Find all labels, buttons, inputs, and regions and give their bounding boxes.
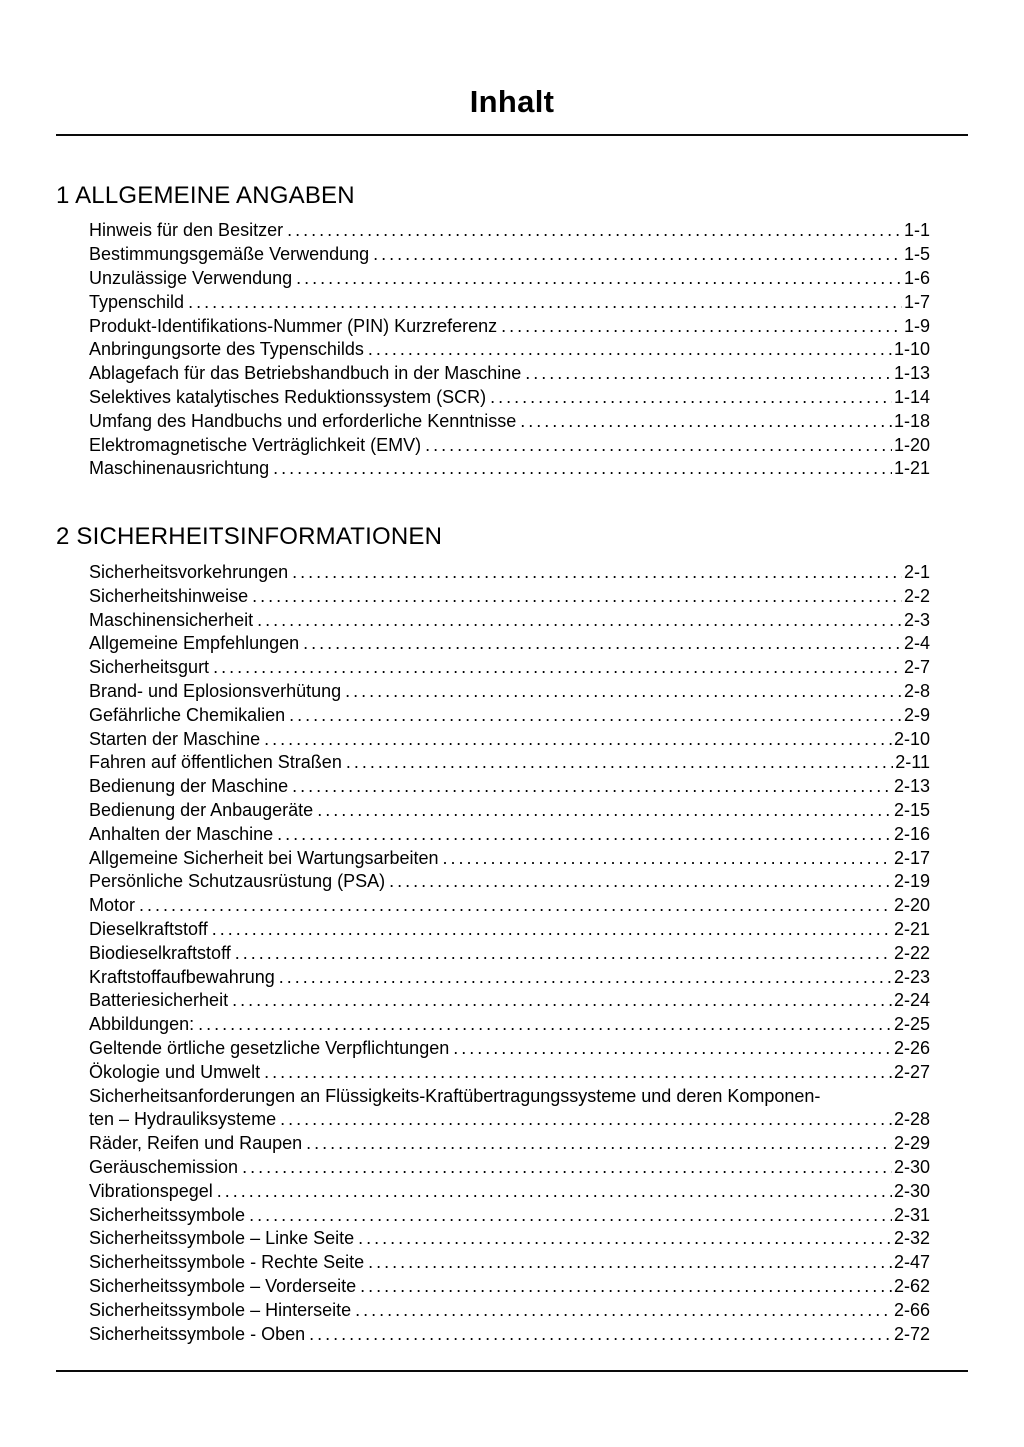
toc-entry [89,823,930,847]
toc-entry [89,799,930,823]
dot-leader [355,1299,892,1323]
toc-entry [89,1275,930,1299]
entry-page-number: 2-30 [893,1180,930,1201]
entry-title: Maschinensicherheit [89,609,254,630]
entry-page-number: 1-20 [893,434,930,455]
toc-entry [89,847,930,871]
entry-title: Sicherheitsgurt [89,657,210,678]
entry-page-number: 1-14 [893,387,930,408]
dot-leader [520,410,892,434]
entry-title: Motor [89,895,136,916]
toc-entry [89,585,930,609]
entry-title: Ablagefach für das Betriebshandbuch in der Maschine [89,363,522,384]
dot-leader [296,267,902,291]
dot-leader [368,1251,892,1275]
entry-title: Sicherheitssymbole - Oben [89,1323,306,1344]
dot-leader [292,775,892,799]
dot-leader [264,1061,892,1085]
dot-leader [345,680,902,704]
dot-leader [317,799,892,823]
toc-section [56,523,968,1346]
entry-title: Produkt-Identifikations-Nummer (PIN) Kurzreferenz [89,315,498,336]
toc-entry [89,632,930,656]
entry-page-number: 2-20 [893,895,930,916]
dot-leader [360,1275,892,1299]
entry-title: Geräuschemission [89,1156,239,1177]
entry-page-number: 1-5 [903,244,930,265]
toc-entry [89,1061,930,1085]
entry-title: Elektromagnetische Verträglichkeit (EMV) [89,434,422,455]
dot-leader [490,386,892,410]
dot-leader [373,243,902,267]
toc-entry [89,1180,930,1204]
dot-leader [453,1037,892,1061]
toc-entry [89,362,930,386]
page-title: Inhalt [469,84,555,119]
entry-title: Sicherheitsanforderungen an Flüssigkeits-Kraftübertragungssysteme und deren Komponen- [89,1085,821,1106]
entry-page-number: 1-1 [903,220,930,241]
dot-leader [232,989,892,1013]
entry-page-number: 2-9 [903,704,930,725]
toc-entry [89,267,930,291]
entry-title: Umfang des Handbuchs und erforderliche Kenntnisse [89,410,517,431]
entry-page-number: 2-10 [893,728,930,749]
entry-page-number: 1-7 [903,291,930,312]
toc-entry [89,1013,930,1037]
dot-leader [242,1156,892,1180]
toc-entry [89,410,930,434]
toc-entry [89,1227,930,1251]
dot-leader [289,704,902,728]
dot-leader [443,847,892,871]
entry-page-number: 2-27 [893,1061,930,1082]
dot-leader [235,942,892,966]
entry-page-number: 2-17 [893,847,930,868]
entry-page-number: 2-62 [893,1275,930,1296]
entry-title: Anhalten der Maschine [89,823,274,844]
dot-leader [188,291,902,315]
entry-page-number: 2-2 [903,585,930,606]
entry-page-number: 2-21 [893,918,930,939]
toc-entry [89,609,930,633]
dot-leader [252,585,902,609]
dot-leader [525,362,892,386]
toc-entry [89,434,930,458]
toc-entry [89,751,930,775]
entry-title: Sicherheitshinweise [89,585,249,606]
entry-title: Geltende örtliche gesetzliche Verpflichtungen [89,1037,450,1058]
dot-leader [358,1227,892,1251]
title-divider-rule [56,134,968,136]
toc-entry [89,966,930,990]
entry-page-number: 2-26 [893,1037,930,1058]
section-heading: 2 SICHERHEITSINFORMATIONEN [56,523,443,551]
entry-title: Dieselkraftstoff [89,918,208,939]
entry-title: Anbringungsorte des Typenschilds [89,339,364,360]
entry-title: Bedienung der Anbaugeräte [89,799,314,820]
footer-divider-rule [56,1370,968,1372]
entry-page-number: 2-8 [903,680,930,701]
entry-page-number: 1-18 [893,410,930,431]
entry-title: Maschinenausrichtung [89,458,270,479]
entry-page-number: 2-23 [893,966,930,987]
toc-entry [89,942,930,966]
dot-leader [277,823,892,847]
toc-entry [89,315,930,339]
entry-page-number: 1-13 [893,363,930,384]
entry-title: Bestimmungsgemäße Verwendung [89,244,370,265]
dot-leader [501,315,902,339]
dot-leader [249,1204,892,1228]
toc-entry [89,728,930,752]
toc-entry [89,243,930,267]
entry-page-number: 2-72 [893,1323,930,1344]
toc-entry [89,386,930,410]
toc-entry [89,918,930,942]
toc-entry [89,1156,930,1180]
entry-page-number: 1-10 [893,339,930,360]
entry-title: Biodieselkraftstoff [89,942,231,963]
dot-leader [217,1180,892,1204]
toc-entry [89,1204,930,1228]
entry-title: Bedienung der Maschine [89,776,289,797]
entry-title: ten – Hydrauliksysteme [89,1109,277,1130]
entry-page-number: 2-3 [903,609,930,630]
dot-leader [264,728,892,752]
entry-page-number: 2-24 [893,990,930,1011]
section-entries [56,561,968,1346]
toc-entry [89,457,930,481]
toc-entry-wrap-line [89,1085,930,1109]
dot-leader [425,434,892,458]
toc-entry [89,680,930,704]
entry-title: Sicherheitssymbole - Rechte Seite [89,1252,365,1273]
toc-entry [89,656,930,680]
toc-entry [89,1323,930,1347]
entry-title: Sicherheitsvorkehrungen [89,562,289,582]
toc-entry [89,989,930,1013]
toc-entry [89,775,930,799]
entry-title: Sicherheitssymbole – Linke Seite [89,1228,355,1249]
entry-page-number: 2-11 [895,752,930,773]
toc [56,182,968,1347]
entry-page-number: 2-66 [893,1299,930,1320]
entry-page-number: 2-47 [893,1252,930,1273]
toc-entry [89,1132,930,1156]
dot-leader [287,219,902,243]
dot-leader [303,632,902,656]
entry-page-number: 2-28 [893,1109,930,1130]
entry-title: Abbildungen: [89,1014,195,1035]
dot-leader [213,656,902,680]
entry-title: Hinweis für den Besitzer [89,220,284,241]
entry-title: Räder, Reifen und Raupen [89,1133,303,1154]
toc-entry [89,870,930,894]
entry-title: Unzulässige Verwendung [89,268,293,289]
entry-page-number: 2-31 [893,1204,930,1225]
toc-entry [89,1251,930,1275]
entry-title: Typenschild [89,291,185,312]
entry-title: Ökologie und Umwelt [89,1061,261,1082]
toc-entry [89,291,930,315]
toc-entry [89,894,930,918]
dot-leader [139,894,892,918]
entry-title: Sicherheitssymbole – Vorderseite [89,1275,357,1296]
dot-leader [257,609,902,633]
dot-leader [198,1013,892,1037]
entry-title: Fahren auf öffentlichen Straßen [89,752,342,773]
dot-leader [389,870,892,894]
entry-page-number: 2-7 [903,657,930,678]
entry-title: Allgemeine Sicherheit bei Wartungsarbeiten [89,847,439,868]
toc-entry [89,219,930,243]
entry-page-number: 2-15 [893,799,930,820]
entry-page-number: 2-4 [903,633,930,654]
toc-entry [89,338,930,362]
entry-title: Kraftstoffaufbewahrung [89,966,275,987]
entry-page-number: 1-9 [903,315,930,336]
entry-title: Allgemeine Empfehlungen [89,633,300,654]
dot-leader [279,966,892,990]
toc-section [56,182,968,482]
entry-page-number: 2-25 [893,1014,930,1035]
toc-entry [89,704,930,728]
entry-title: Selektives katalytisches Reduktionssystem (SCR) [89,387,487,408]
entry-title: Brand- und Eplosionsverhütung [89,680,342,701]
toc-page [56,0,968,1372]
dot-leader [309,1323,892,1347]
dot-leader [306,1132,892,1156]
entry-page-number: 2-16 [893,823,930,844]
entry-title: Starten der Maschine [89,728,261,749]
entry-page-number: 2-22 [893,942,930,963]
toc-entry [89,1299,930,1323]
dot-leader [280,1108,892,1132]
entry-page-number: 2-13 [893,776,930,797]
entry-page-number: 2-29 [893,1133,930,1154]
entry-title: Batteriesicherheit [89,990,229,1011]
entry-page-number: 2-32 [893,1228,930,1249]
entry-title: Sicherheitssymbole [89,1204,246,1225]
dot-leader [273,457,892,481]
entry-page-number: 2-19 [893,871,930,892]
entry-title: Persönliche Schutzausrüstung (PSA) [89,871,386,892]
entry-page-number: 2-30 [893,1156,930,1177]
toc-entry [89,561,930,585]
entry-title: Gefährliche Chemikalien [89,704,286,725]
entry-page-number: 2-1 [903,562,930,582]
toc-entry [89,1108,930,1132]
entry-page-number: 1-6 [903,268,930,289]
dot-leader [346,751,893,775]
section-heading: 1 ALLGEMEINE ANGABEN [56,181,355,209]
entry-page-number: 1-21 [893,458,930,479]
dot-leader [292,561,902,585]
dot-leader [368,338,892,362]
dot-leader [212,918,892,942]
entry-title: Vibrationspegel [89,1180,213,1201]
entry-title: Sicherheitssymbole – Hinterseite [89,1299,352,1320]
section-entries [56,219,968,481]
toc-entry [89,1037,930,1061]
